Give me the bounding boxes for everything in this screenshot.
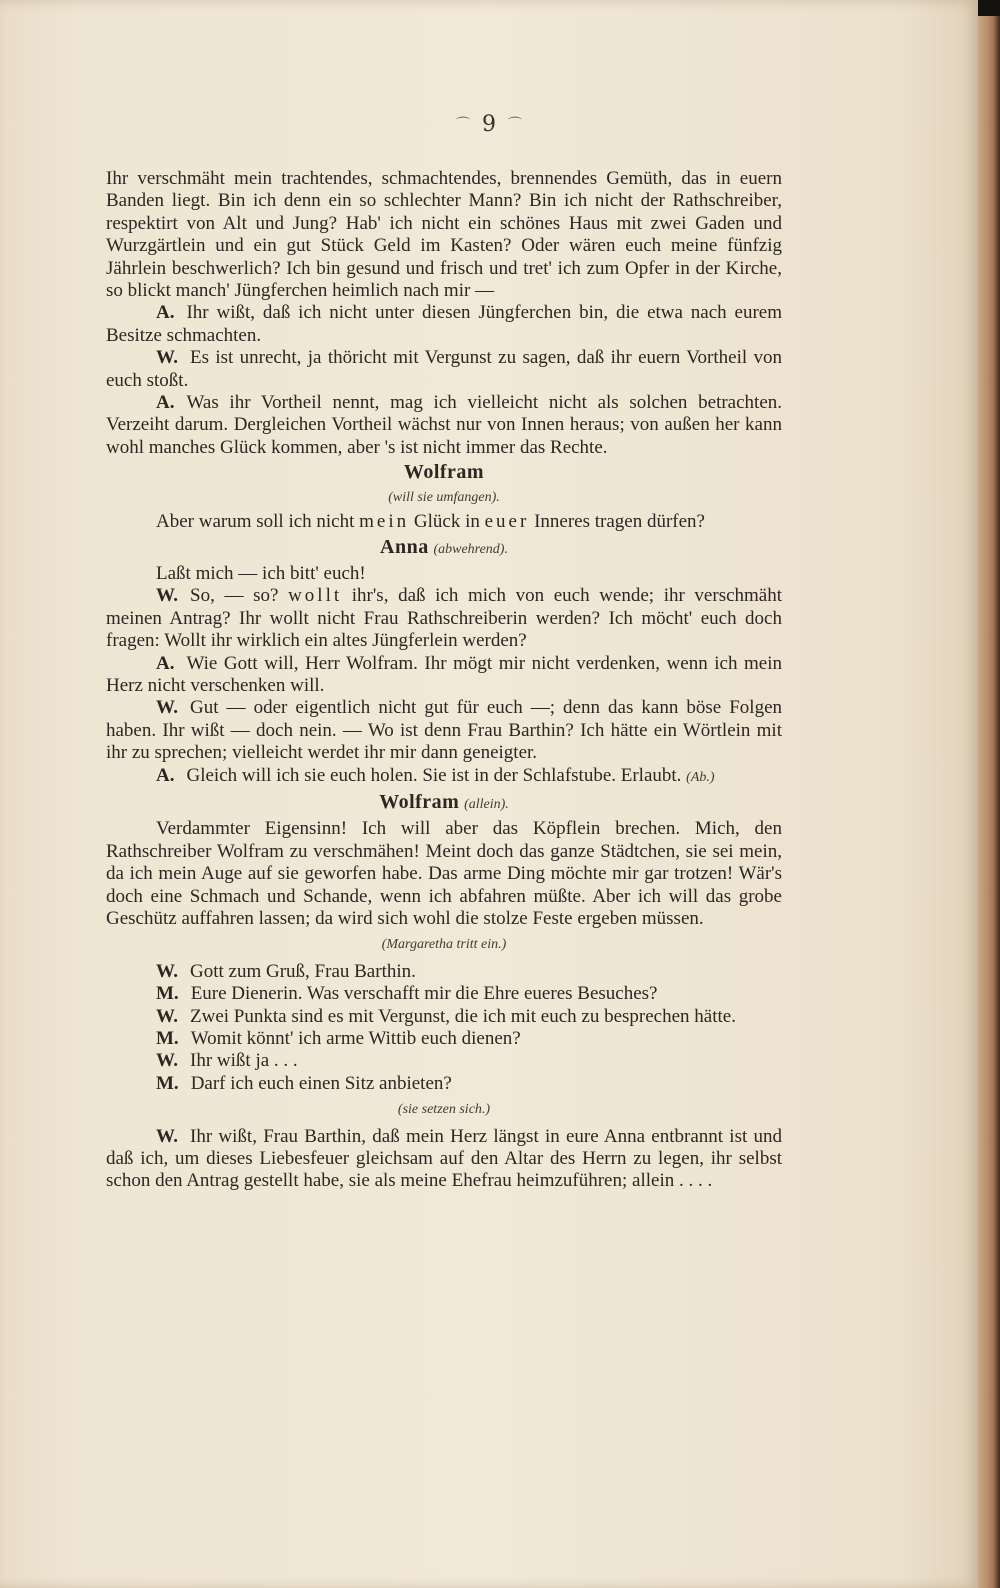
dialogue-line: [106, 697, 782, 764]
dialogue-line: [106, 653, 782, 698]
speaker-label: A.: [156, 392, 175, 414]
line-text: Aber warum soll ich nicht: [156, 511, 355, 533]
line-text: Womit könnt' ich arme Wittib euch dienen?: [190, 1028, 521, 1050]
body-text: [106, 168, 782, 1193]
stage-direction: (sie setzen sich.): [397, 1102, 491, 1118]
line-text: Gott zum Gruß, Frau Barthin.: [190, 960, 416, 982]
speaker-label: W.: [156, 960, 179, 982]
paragraph: Ihr verschmäht mein trachtendes, schmachtendes, brennendes Gemüth, das in euern Banden liegt. Bin ich denn ein so schlechter Mann? Bin ich nicht der Rathschreiber, respektirt von Alt und Jung? Hab' ich nicht ein schönes Haus mit zwei Gaden und Wurzgärtlein und ein gut Stück Geld im Kasten? Oder wären euch meine fünfzig Jährlein beschwerlich? Ich bin gesund und frisch und tret' ich zum Opfer in der Kirche, so blickt manch' Jüngferchen heimlich nach mir —: [106, 168, 782, 302]
emphasis-text: euer: [484, 511, 530, 533]
line-text: Ihr wißt, daß ich nicht unter diesen Jüngferchen bin, die etwa nach eurem Besitze schmachten.: [106, 302, 782, 346]
line-text: Ihr wißt ja . . .: [190, 1050, 298, 1072]
stage-direction: (abwehrend).: [433, 541, 508, 557]
stage-direction: (will sie umfangen).: [388, 489, 500, 505]
emphasis-text: mein: [359, 511, 410, 533]
line-text: Zwei Punkta sind es mit Vergunst, die ich mit euch zu besprechen hätte.: [190, 1005, 736, 1027]
dialogue-line: [106, 765, 782, 789]
emphasis-text: wollt: [288, 585, 343, 607]
dialogue-line: [106, 961, 782, 983]
dialogue-line: [106, 511, 782, 533]
speaker-label: A.: [156, 302, 175, 324]
monologue: Verdammter Eigensinn! Ich will aber das Köpflein brechen. Mich, den Rathschreiber Wolfram zu verschmähen! Meint doch das ganze Städtchen, sie sei mein, da ich mein Auge auf sie geworfen habe. Das arme Ding möchte mir gar trotzen! Wär's doch eine Schmach und Schande, wenn ich abfahren müßte. Aber ich will das grobe Geschütz auffahren lassen; da wird sich wohl die stolze Feste ergeben müssen.: [106, 818, 782, 929]
page-number: [0, 112, 978, 137]
line-text: So, — so?: [190, 585, 279, 607]
dialogue-line: [106, 1028, 782, 1050]
role-name: Wolfram: [403, 461, 485, 484]
role-heading: [106, 536, 782, 561]
dialogue-line: [106, 1126, 782, 1193]
page-edge: [978, 0, 1000, 1588]
dialogue-line: [106, 1050, 782, 1072]
line-text: ihr's, daß ich mich von euch wende; ihr verschmäht meinen Antrag? Ihr wollt nicht Frau Rathschreiberin werden? Ich möcht' euch doch fragen: Wollt ihr wirklich ein altes Jüngferlein werden?: [106, 585, 783, 652]
dialogue-line: Laßt mich — ich bitt' euch!: [156, 562, 366, 584]
dialogue-line: [106, 392, 782, 459]
role-name: Anna: [380, 535, 429, 558]
line-text: Wie Gott will, Herr Wolfram. Ihr mögt mir nicht verdenken, wenn ich mein Herz nicht verschenken will.: [106, 652, 782, 696]
speaker-label: M.: [156, 1072, 179, 1094]
dialogue-line: [106, 347, 782, 392]
role-name: Wolfram: [379, 790, 460, 813]
page-number-value: 9: [482, 112, 496, 137]
speaker-label: M.: [156, 983, 179, 1005]
role-heading: [106, 791, 782, 816]
dialogue-line: [106, 302, 782, 347]
line-text: Gleich will ich sie euch holen. Sie ist in der Schlafstube. Erlaubt.: [186, 764, 682, 786]
line-text: Eure Dienerin. Was verschafft mir die Ehre eueres Besuches?: [190, 983, 658, 1005]
stage-direction: (Ab.): [686, 769, 715, 785]
dialogue-line: [106, 1006, 782, 1028]
speaker-label: A.: [156, 652, 175, 674]
speaker-label: W.: [156, 585, 179, 607]
right-ornament-icon: ⌒: [508, 117, 522, 133]
speaker-label: A.: [156, 764, 175, 786]
dark-corner: [978, 0, 1000, 16]
speaker-label: M.: [156, 1028, 179, 1050]
speaker-label: W.: [156, 1005, 179, 1027]
speaker-label: W.: [156, 697, 179, 719]
line-text: Was ihr Vortheil nennt, mag ich vielleicht nicht als solchen betrachten. Verzeiht darum. Dergleichen Vortheil wächst nur von Innen heraus; von außen her kann wohl manches Glück kommen, aber 's ist nicht immer das Rechte.: [106, 392, 782, 458]
left-ornament-icon: ⌒: [456, 117, 470, 133]
stage-direction: (allein).: [464, 796, 509, 812]
dialogue-line: [106, 1073, 782, 1095]
line-text: Glück in: [413, 511, 480, 533]
role-heading: [106, 461, 782, 484]
line-text: Darf ich euch einen Sitz anbieten?: [190, 1072, 452, 1094]
dialogue-line: [106, 585, 782, 652]
line-text: Es ist unrecht, ja thöricht mit Vergunst zu sagen, daß ihr euern Vortheil von euch stoßt.: [106, 347, 782, 391]
line-text: Gut — oder eigentlich nicht gut für euch —; denn das kann böse Folgen haben. Ihr wißt — doch nein. — Wo ist denn Frau Barthin? Ich hätte ein Wörtlein mit ihr zu sprechen; vielleicht werdet ihr mir dann geneigter.: [106, 697, 782, 764]
speaker-label: W.: [156, 347, 179, 369]
speaker-label: W.: [156, 1125, 179, 1147]
stage-direction: (Margaretha tritt ein.): [381, 937, 507, 953]
dialogue-line: [106, 983, 782, 1005]
line-text: Ihr wißt, Frau Barthin, daß mein Herz längst in eure Anna entbrannt ist und daß ich, um dieses Liebesfeuer gleichsam auf den Altar des Herrn zu legen, ihr selbst schon den Antrag gestellt habe, sie als meine Ehefrau heimzuführen; allein . . . .: [106, 1125, 782, 1192]
speaker-label: W.: [156, 1050, 179, 1072]
line-text: Inneres tragen dürfen?: [534, 511, 705, 533]
